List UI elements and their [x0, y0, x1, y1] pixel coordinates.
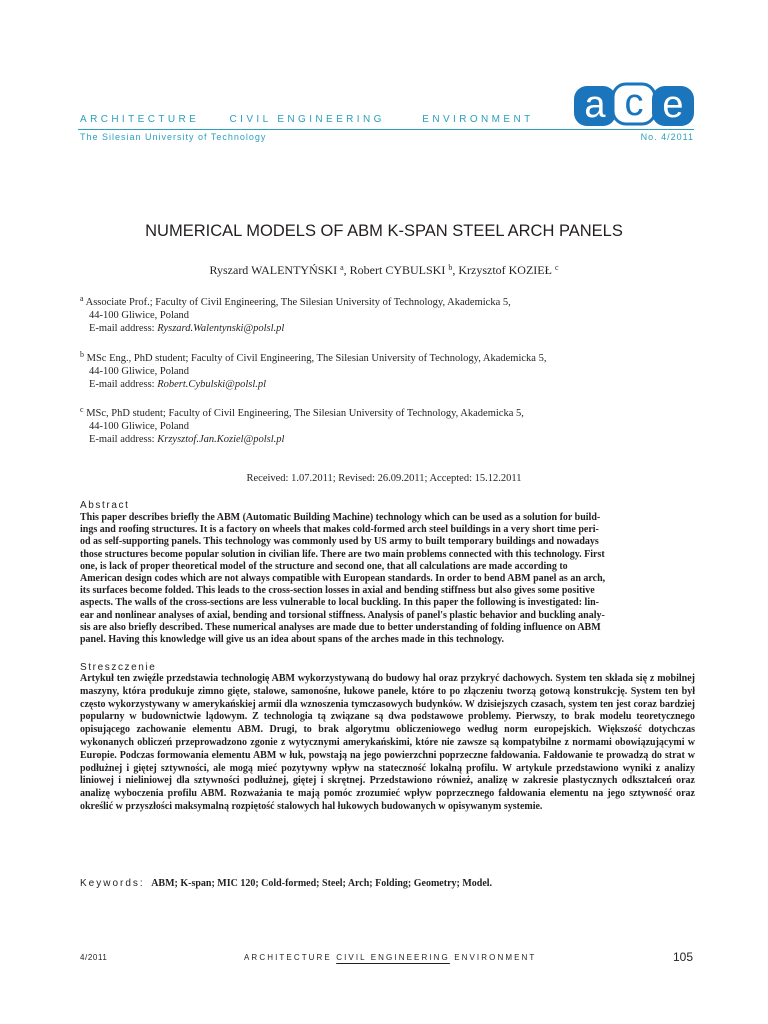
affiliation-text: MSc Eng., PhD student; Faculty of Civil Engineering, The Silesian University of Technology, Akademicka 5, — [86, 353, 547, 364]
submission-dates: Received: 1.07.2011; Revised: 26.09.2011; Accepted: 15.12.2011 — [246, 473, 522, 484]
abstract-body — [80, 512, 695, 646]
author-separator: , — [343, 263, 350, 277]
author-name: Robert CYBULSKI — [349, 263, 446, 277]
email-label: E-mail address: — [89, 434, 158, 445]
topic-environment: ENVIRONMENT — [422, 114, 534, 125]
keywords-label: Keywords: — [80, 878, 145, 889]
paper-title: NUMERICAL MODELS OF ABM K-SPAN STEEL ARCH PANELS — [145, 222, 623, 240]
footer-topic-environment: ENVIRONMENT — [454, 953, 537, 962]
affiliation-address: 44-100 Gliwice, Poland — [89, 310, 190, 321]
topic-civil-engineering: CIVIL ENGINEERING — [229, 114, 385, 125]
streszczenie-heading: Streszczenie — [80, 662, 157, 673]
email-label: E-mail address: — [89, 323, 158, 334]
footer-topic-civil-engineering: CIVIL ENGINEERING — [336, 953, 450, 962]
affiliation-mark: b — [80, 350, 84, 359]
author-list — [0, 263, 768, 278]
email-link[interactable]: Krzysztof.Jan.Koziel@polsl.pl — [157, 434, 285, 445]
author-mark: b — [448, 263, 453, 272]
page-number: 105 — [672, 950, 693, 964]
abstract-line: sis are also briefly described. These numerical analyses are made due to better understanding of folding influence on ABM — [80, 621, 601, 633]
author-mark: c — [554, 263, 559, 272]
affiliation-b — [80, 348, 700, 391]
email-link[interactable]: Ryszard.Walentynski@polsl.pl — [157, 323, 285, 334]
logo-letter-c: c — [624, 82, 644, 124]
affiliation-mark: a — [80, 294, 84, 303]
abstract-line: aspects. The walls of the cross-sections are less vulnerable to local buckling. In this paper the following is investigated: lin- — [80, 597, 599, 609]
email-link[interactable]: Robert.Cybulski@polsl.pl — [157, 379, 267, 390]
affiliation-address: 44-100 Gliwice, Poland — [89, 366, 190, 377]
keywords — [80, 878, 492, 889]
journal-topics — [80, 114, 560, 125]
abstract-line: one, is lack of proper theoretical model of the structure and second one, that all calculations are made according to — [80, 560, 568, 572]
author-separator: , — [452, 263, 459, 277]
abstract-line: This paper describes briefly the ABM (Automatic Building Machine) technology which can be used as a solution for build- — [80, 512, 601, 523]
affiliation-c — [80, 403, 700, 446]
affiliation-text: Associate Prof.; Faculty of Civil Engineering, The Silesian University of Technology, Akademicka 5, — [85, 297, 511, 308]
author-name: Krzysztof KOZIEŁ — [458, 263, 552, 277]
logo-letter-e: e — [662, 84, 684, 126]
topic-architecture: ARCHITECTURE — [80, 114, 200, 125]
abstract-line: panel. Having this knowledge will give us an idea about spans of the arches made in this technology. — [80, 634, 505, 646]
abstract-line: ings and roofing structures. It is a factory on wheels that makes cold-formed arch steel buildings in a very short time peri- — [80, 524, 599, 536]
author-mark: a — [340, 263, 344, 272]
header-rule — [78, 129, 694, 130]
journal-logo — [572, 82, 696, 128]
abstract-line: od as self-supporting panels. This technology was commonly used by US army to built temporary buildings and nowadays — [80, 536, 599, 548]
abstract-line: those structures become popular solution in civilian life. There are two main problems connected with this technology. First — [80, 548, 605, 560]
abstract-line: American design codes which are not always compatible with European standards. In order to bend ABM panel as an arch, — [80, 573, 606, 585]
footer-topics — [244, 953, 536, 962]
affiliation-text: MSc, PhD student; Faculty of Civil Engineering, The Silesian University of Technology, Akademicka 5, — [86, 408, 524, 419]
email-label: E-mail address: — [89, 379, 158, 390]
affiliation-mark: c — [80, 405, 84, 414]
streszczenie-body: Artykuł ten zwięźle przedstawia technologię ABM wykorzystywaną do budowy hal oraz przykryć dachowych. System ten składa się z mobilnej maszyny, która produkuje zimno gięte, stalowe, samonośne, łukowe panele, które to po złączeniu tworzą gotową konstrukcję. System ten był często wykorzystywany w amerykańskiej armii dla wznoszenia tymczasowych budynków. W dzisiejszych czasach, system ten jest coraz bardziej popularny w budownictwie lądowym. Z technologia tą związane są dwa podstawowe problemy. Pierwszy, to brak modelu teoretycznego opisującego zachowanie elementu ABM. Drugi, to brak algorytmu obliczeniowego według norm europejskich. Większość dotychczas wykonanych obliczeń przeprowadzono zgonie z wytycznymi amerykańskimi, które nie zawsze są kompatybilne z normami obowiązującymi w Europie. Podczas formowania elementu ABM w łuk, powstają na jego powierzchni poprzeczne fałdowania. Fałdowanie te prowadzą do strat w podłużnej i giętej sztywności, ale mogą mieć pozytywny wpływ na stateczność lokalną profilu. W artykule przedstawiono wyniki z analizy liniowej i nieliniowej dla sztywności podłużnej, giętej i skrętnej. Przedstawiono również, analizę w zakresie plastycznych odkształceń oraz analizę wyboczenia profilu ABM. Rozważania te mają pomóc zrozumieć wpływ poprzecznego fałdowania elementu na jego sztywność oraz określić w przyszłości maksymalną rozpiętość stalowych hal łukowych budowanych w opisywanym systemie. — [80, 673, 695, 812]
affiliation-a — [80, 292, 700, 335]
abstract-line: its surfaces become folded. This leads to the cross-section losses in axial and bending stiffness but also gives some positive — [80, 585, 595, 597]
issue-number: No. 4/2011 — [640, 132, 694, 142]
keywords-list: ABM; K-span; MIC 120; Cold-formed; Steel; Arch; Folding; Geometry; Model. — [151, 878, 493, 889]
footer-issue: 4/2011 — [80, 953, 108, 962]
affiliation-address: 44-100 Gliwice, Poland — [89, 421, 190, 432]
abstract-line: ear and nonlinear analyses of axial, bending and torsional stiffness. Analysis of panel's plastic behavior and buckling analy- — [80, 609, 605, 621]
author-name: Ryszard WALENTYŃSKI — [209, 263, 338, 277]
logo-letter-a: a — [584, 84, 606, 126]
footer-topic-architecture: ARCHITECTURE — [244, 953, 332, 962]
abstract-heading: Abstract — [80, 500, 130, 511]
university-name: The Silesian University of Technology — [80, 132, 267, 142]
